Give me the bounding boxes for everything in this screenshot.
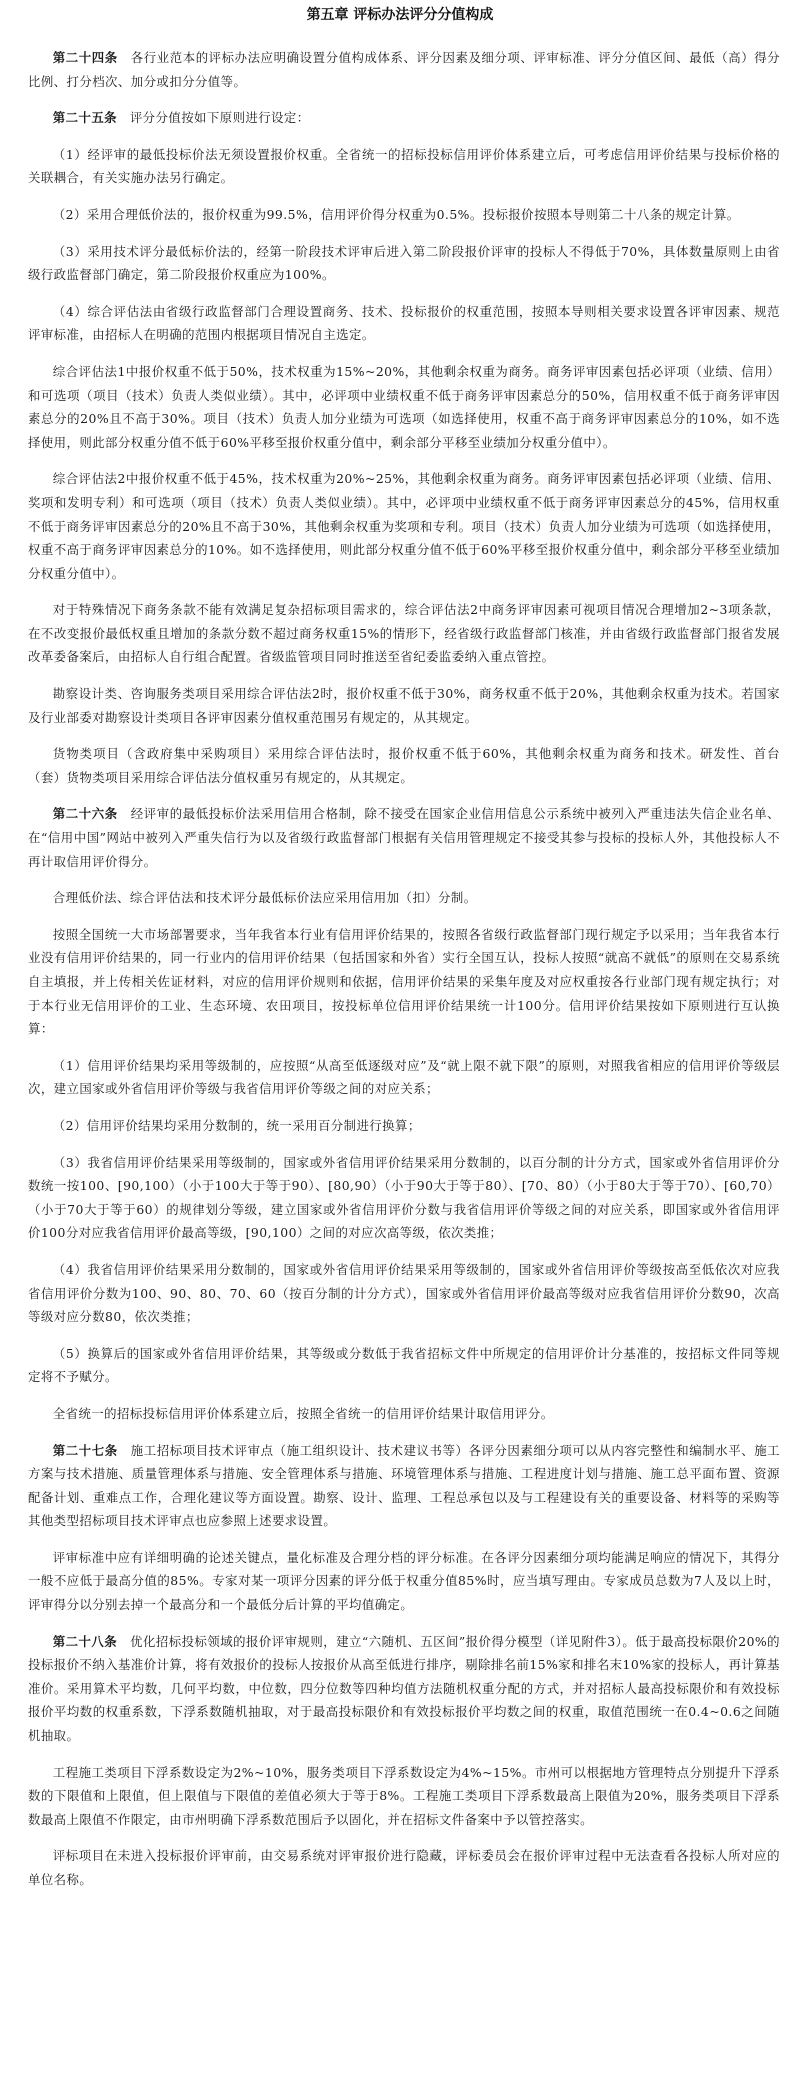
paragraph: [28, 1258, 780, 1329]
paragraph: [28, 1630, 780, 1748]
paragraph-text: 全省统一的招标投标信用评价体系建立后，按照全省统一的信用评价结果计取信用评分。: [52, 1405, 554, 1421]
paragraph-text: （2）信用评价结果均采用分数制的，统一采用百分制进行换算；: [52, 1117, 421, 1133]
paragraph: [28, 1402, 780, 1426]
paragraph-text: 综合评估法1中报价权重不低于50%，技术权重为15%~20%，其他剩余权重为商务。商务评审因素包括必评项（业绩、信用）和可选项（项目（技术）负责人类似业绩）。其中，必评项中业绩权重不低于商务评审因素总分的50%，信用权重不低于商务评审因素总分的20%且不高于30%。项目（技术）负责人加分业绩为可选项（如选择使用，权重不高于商务评审因素总分的10%，如不选择使用，则此部分权重分值不低于60%平移至报价权重分值中，剩余部分平移至业绩加分权重分值中）。: [28, 363, 780, 450]
paragraph: [28, 682, 780, 729]
paragraph: [28, 598, 780, 669]
paragraph-text: 经评审的最低投标价法采用信用合格制，除不接受在国家企业信用信息公示系统中被列入严重违法失信企业名单、在“信用中国”网站中被列入严重失信行为以及省级行政监督部门根据有关信用管理规定不接受其参与投标的投标人外，其他投标人不再计取信用评价得分。: [28, 806, 781, 869]
paragraph: [28, 923, 780, 1041]
paragraph: [28, 46, 780, 93]
paragraph: [28, 467, 780, 585]
paragraph: [28, 1114, 780, 1138]
paragraph-text: （1）信用评价结果均采用等级制的，应按照“从高至低逐级对应”及“就上限不就下限”的原则，对照我省相应的信用评价等级层次，建立国家或外省信用评价等级与我省信用评价等级之间的对应关系；: [28, 1057, 780, 1097]
article-number: 第二十五条: [52, 110, 117, 126]
chapter-title: 第五章 评标办法评分分值构成: [306, 7, 494, 23]
paragraph-text: 工程施工类项目下浮系数设定为2%~10%，服务类项目下浮系数设定为4%~15%。市州可以根据地方管理特点分别提升下浮系数的下限值和上限值，但上限值与下限值的差值必须大于等于8%。工程施工类项目下浮系数最高上限值为20%，服务类项目下浮系数最高上限值不作限定，由市州明确下浮系数范围后予以固化，并在招标文件备案中予以管控落实。: [28, 1764, 780, 1827]
paragraph-text: （5）换算后的国家或外省信用评价结果，其等级或分数低于我省招标文件中所规定的信用评价计分基准的，按招标文件同等规定将不予赋分。: [28, 1345, 780, 1385]
paragraph-text: （1）经评审的最低投标价法无须设置报价权重。全省统一的招标投标信用评价体系建立后，可考虑信用评价结果与投标价格的关联耦合，有关实施办法另行确定。: [28, 146, 780, 186]
paragraph-text: （3）我省信用评价结果采用等级制的，国家或外省信用评价结果采用分数制的，以百分制的计分方式，国家或外省信用评价分数统一按100、[90,100）（小于100大于等于90）、[80,90）（小于90大于等于80）、[70、80）（小于80大于等于70）、[60,70）（小于70大于等于60）的规律划分等级，建立国家或外省信用评价分数与我省信用评价等级之间的对应关系，即国家或外省信用评价100分对应我省信用评价最高等级，[90,100）之间的对应次高等级，依次类推；: [28, 1154, 780, 1241]
paragraph: [28, 143, 780, 190]
paragraph-text: 各行业范本的评标办法应明确设置分值构成体系、评分因素及细分项、评审标准、评分分值区间、最低（高）得分比例、打分档次、加分或扣分分值等。: [28, 50, 781, 89]
paragraph-text: 勘察设计类、咨询服务类项目采用综合评估法2时，报价权重不低于30%，商务权重不低于20%，其他剩余权重为技术。若国家及行业部委对勘察设计类项目各评审因素分值权重范围另有规定的，从其规定。: [28, 686, 780, 725]
paragraph-text: 评审标准中应有详细明确的论述关键点，量化标准及合理分档的评分标准。在各评分因素细分项均能满足响应的情况下，其得分一般不应低于最高分值的85%。专家对某一项评分因素的评分低于权重分值85%时，应当填写理由。专家成员总数为7人及以上时，评审得分以分别去掉一个最高分和一个最低分后计算的平均值确定。: [28, 1549, 780, 1613]
paragraph-text: 施工招标项目技术评审点（施工组织设计、技术建议书等）各评分因素细分项可以从内容完整性和编制水平、施工方案与技术措施、质量管理体系与措施、安全管理体系与措施、环境管理体系与措施、工程进度计划与措施、施工总平面布置、资源配备计划、重难点工作，合理化建议等方面设置。勘察、设计、监理、工程总承包以及与工程建设有关的重要设备、材料等的采购等其他类型招标项目技术评审点也应参照上述要求设置。: [28, 1442, 781, 1529]
paragraph: [28, 106, 780, 130]
paragraph-text: （4）我省信用评价结果采用分数制的，国家或外省信用评价结果采用等级制的，国家或外省信用评价等级按高至低依次对应我省信用评价分数为100、90、80、70、60（按百分制的计分方式），国家或外省信用评价最高等级对应我省信用评价分数90，次高等级对应分数80，依次类推；: [28, 1261, 780, 1325]
paragraph: [28, 1151, 780, 1245]
article-number: 第二十六条: [52, 806, 118, 822]
paragraph-text: 评标项目在未进入投标报价评审前，由交易系统对评审报价进行隐藏，评标委员会在报价评审过程中无法查看各投标人所对应的单位名称。: [28, 1848, 780, 1887]
paragraph-text: 货物类项目（含政府集中采购项目）采用综合评估法时，报价权重不低于60%，其他剩余权重为商务和技术。研发性、首台（套）货物类项目采用综合评估法分值权重另有规定的，从其规定。: [28, 746, 780, 785]
paragraph: [28, 1546, 780, 1617]
paragraph-text: （3）采用技术评分最低标价法的，经第一阶段技术评审后进入第二阶段报价评审的投标人不得低于70%，具体数量原则上由省级行政监督部门确定，第二阶段报价权重应为100%。: [28, 243, 780, 283]
paragraph-text: 优化招标投标领域的报价评审规则，建立“六随机、五区间”报价得分模型（详见附件3）。低于最高投标限价20%的投标报价不纳入基准价计算，将有效报价的投标人按报价从高至低进行排序，剔除排名前15%家和排名末10%家的投标人，再计算基准价。采用算术平均数，几何平均数，中位数，四分位数等四种均值方法随机权重分配的方式，并对招标人最高投标限价和有效投标报价平均数的权重系数，下浮系数随机抽取，对于最高投标限价和有效投标报价平均数之间的权重，取值范围统一在0.4~0.6之间随机抽取。: [28, 1633, 781, 1744]
article-number: 第二十八条: [52, 1633, 118, 1649]
paragraph: [28, 240, 780, 287]
paragraph: [28, 742, 780, 789]
article-number: 第二十七条: [52, 1442, 118, 1458]
paragraph: [28, 802, 780, 873]
paragraph-text: （2）采用合理低价法的，报价权重为99.5%，信用评价得分权重为0.5%。投标报价按照本导则第二十八条的规定计算。: [52, 206, 740, 222]
paragraph: [28, 1342, 780, 1389]
paragraph: [28, 203, 780, 227]
paragraph-text: 按照全国统一大市场部署要求，当年我省本行业有信用评价结果的，按照各省级行政监督部门现行规定予以采用；当年我省本行业没有信用评价结果的，同一行业内的信用评价结果（包括国家和外省）实行全国互认，投标人按照“就高不就低”的原则在交易系统自主填报，并上传相关佐证材料，对应的信用评价规则和依据，信用评价结果的采集年度及对应权重按各行业部门现有规定执行；对于本行业无信用评价的工业、生态环境、农田项目，按投标单位信用评价结果统一计100分。信用评价结果按如下原则进行互认换算：: [28, 926, 780, 1037]
paragraph: [28, 1054, 780, 1101]
paragraph: [28, 360, 780, 454]
document-body: [28, 46, 780, 1905]
paragraph: [28, 1439, 780, 1533]
paragraph-text: （4）综合评估法由省级行政监督部门合理设置商务、技术、投标报价的权重范围，按照本导则相关要求设置各评审因素、规范评审标准，由招标人在明确的范围内根据项目情况自主选定。: [28, 303, 780, 343]
paragraph: [28, 1844, 780, 1891]
paragraph-text: 评分分值按如下原则进行设定：: [129, 110, 310, 126]
paragraph-text: 对于特殊情况下商务条款不能有效满足复杂招标项目需求的，综合评估法2中商务评审因素可视项目情况合理增加2~3项条款，在不改变报价最低权重且增加的条款分数不超过商务权重15%的情形下，经省级行政监督部门核准，并由省级行政监督部门报省发展改革委备案后，由招标人自行组合配置。省级监管项目同时推送至省纪委监委纳入重点管控。: [28, 602, 780, 665]
paragraph-text: 综合评估法2中报价权重不低于45%，技术权重为20%~25%，其他剩余权重为商务。商务评审因素包括必评项（业绩、信用、奖项和发明专利）和可选项（项目（技术）负责人类似业绩）。其中，必评项中业绩权重不低于商务评审因素总分的45%，信用权重不低于商务评审因素总分的20%且不高于30%，其他剩余权重为奖项和专利。项目（技术）负责人加分业绩为可选项（如选择使用，权重不高于商务评审因素总分的10%。如不选择使用，则此部分权重分值不低于60%平移至报价权重分值中，剩余部分平移至业绩加分权重分值中）。: [28, 471, 780, 581]
paragraph: [28, 886, 780, 910]
paragraph: [28, 1761, 780, 1832]
paragraph: [28, 300, 780, 347]
article-number: 第二十四条: [52, 50, 118, 65]
paragraph-text: 合理低价法、综合评估法和技术评分最低标价法应采用信用加（扣）分制。: [52, 890, 477, 906]
